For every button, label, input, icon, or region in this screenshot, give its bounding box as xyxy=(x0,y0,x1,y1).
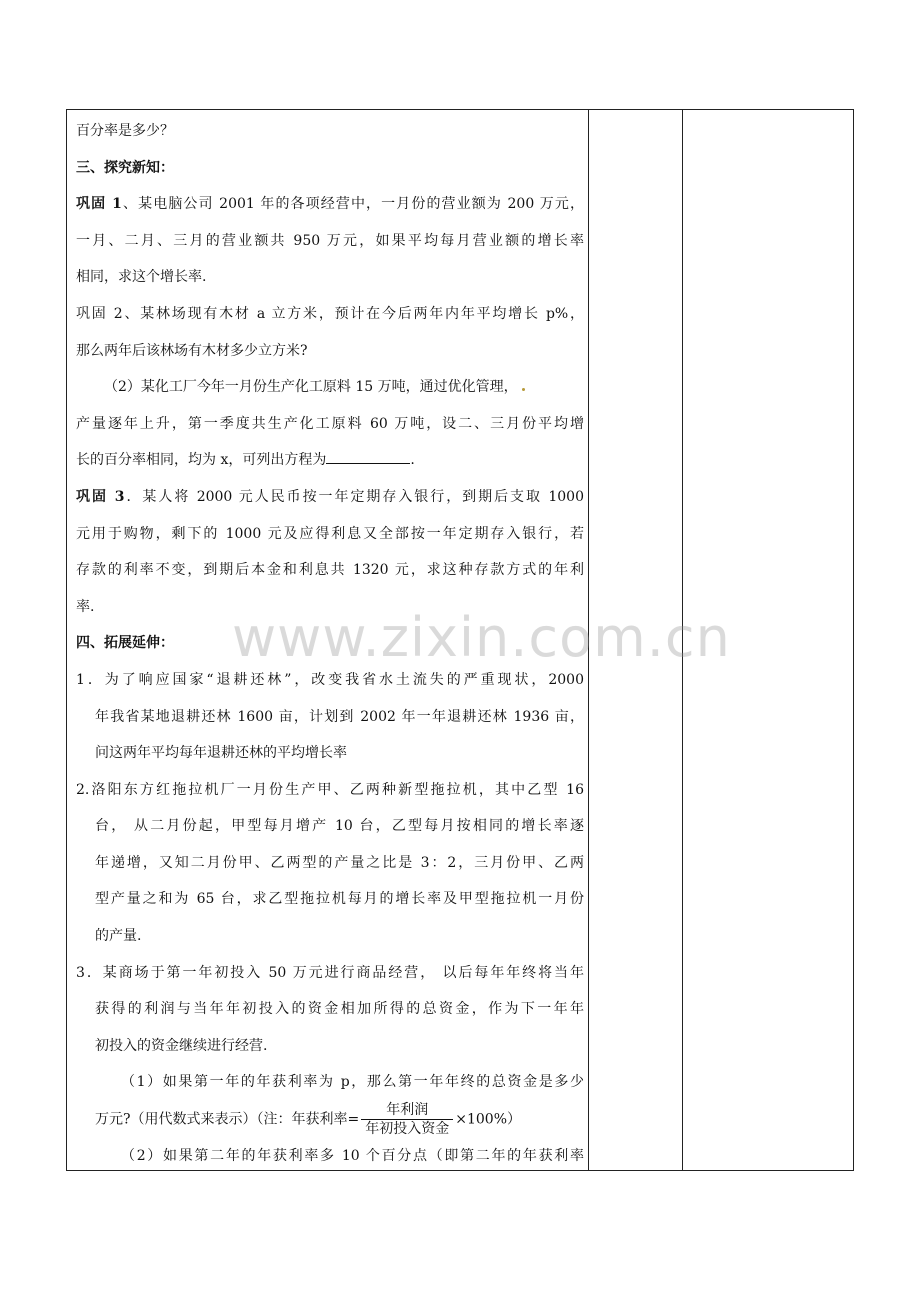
text-line xyxy=(76,186,584,223)
text-span: 长的百分率相同，均为 x，可列出方程为 xyxy=(76,452,327,469)
text-line xyxy=(76,1101,584,1138)
text-line: 获得的利润与当年年初投入的资金相加所得的总资金，作为下一年年 xyxy=(95,1001,584,1018)
text-span: . xyxy=(410,452,415,469)
text-line: 百分率是多少？ xyxy=(76,123,174,139)
text-line: 那么两年后该林场有木材多少立方米? xyxy=(76,342,308,359)
text-span: 、某电脑公司 2001 年的各项经营中，一月份的营业额为 200 万元， xyxy=(121,196,584,213)
column-divider xyxy=(682,110,683,1170)
column-divider xyxy=(588,110,589,1170)
watermark: www.zixin.com.cn xyxy=(232,606,731,669)
lesson-content xyxy=(76,113,584,1174)
text-line: （2）如果第二年的年获利率多 10 个百分点（即第二年的年获利率 xyxy=(121,1147,584,1164)
text-line: 1．为了响应国家“退耕还林”，改变我省水土流失的严重现状，2000 xyxy=(76,671,584,688)
fraction-denominator: 年初投入资金 xyxy=(365,1121,450,1138)
text-line: 型产量之和为 65 台，求乙型拖拉机每月的增长率及甲型拖拉机一月份 xyxy=(95,891,584,908)
text-line: （1）如果第一年的年获利率为 p，那么第一年年终的总资金是多少 xyxy=(121,1074,584,1091)
text-line: 存款的利率不变，到期后本金和利息共 1320 元，求这种存款方式的年利 xyxy=(76,562,584,579)
section-heading: 四、拓展延伸： xyxy=(76,635,174,652)
text-line: 初投入的资金继续进行经营. xyxy=(95,1037,268,1054)
text-line: 元用于购物，剩下的 1000 元及应得利息又全部按一年定期存入银行，若 xyxy=(76,525,584,542)
lesson-table xyxy=(66,109,854,1171)
answer-blank xyxy=(326,449,410,464)
exercise-label: 巩固 1 xyxy=(76,196,122,213)
fraction-numerator: 年利润 xyxy=(361,1101,453,1120)
text-line: 3．某商场于第一年初投入 50 万元进行商品经营， 以后每年年终将当年 xyxy=(76,964,584,981)
fraction xyxy=(361,1101,453,1138)
text-line xyxy=(76,442,584,479)
dot-mark xyxy=(522,388,525,391)
section-heading: 三、探究新知： xyxy=(76,159,174,176)
text-span: （2）某化工厂今年一月份生产化工原料 15 万吨，通过优化管理， xyxy=(104,379,518,396)
text-line: 的产量. xyxy=(95,928,142,945)
text-line: 产量逐年上升，第一季度共生产化工原料 60 万吨，设二、三月份平均增 xyxy=(76,415,584,432)
text-line: 巩固 2、某林场现有木材 a 立方米，预计在今后两年内年平均增长 p%， xyxy=(76,305,584,322)
text-line xyxy=(76,479,584,516)
text-line: 相同，求这个增长率. xyxy=(76,269,207,286)
text-span: ×100%） xyxy=(455,1111,522,1128)
text-line: 2.洛阳东方红拖拉机厂一月份生产甲、乙两种新型拖拉机，其中乙型 16 xyxy=(76,781,584,798)
text-line: 问这两年平均每年退耕还林的平均增长率 xyxy=(95,745,347,762)
exercise-label: 巩固 3 xyxy=(76,488,125,505)
text-line: 率. xyxy=(76,598,95,615)
text-line: 一月、二月、三月的营业额共 950 万元，如果平均每月营业额的增长率 xyxy=(76,232,584,249)
text-line xyxy=(76,369,584,406)
text-span: 万元?（用代数式来表示）（注：年获利率= xyxy=(95,1111,360,1128)
text-line: 台， 从二月份起，甲型每月增产 10 台，乙型每月按相同的增长率逐 xyxy=(95,818,584,835)
text-line: 年递增，又知二月份甲、乙两型的产量之比是 3：2，三月份甲、乙两 xyxy=(95,854,584,871)
text-span: ．某人将 2000 元人民币按一年定期存入银行，到期后支取 1000 xyxy=(124,488,584,505)
text-line: 年我省某地退耕还林 1600 亩，计划到 2002 年一年退耕还林 1936 亩， xyxy=(95,708,584,725)
